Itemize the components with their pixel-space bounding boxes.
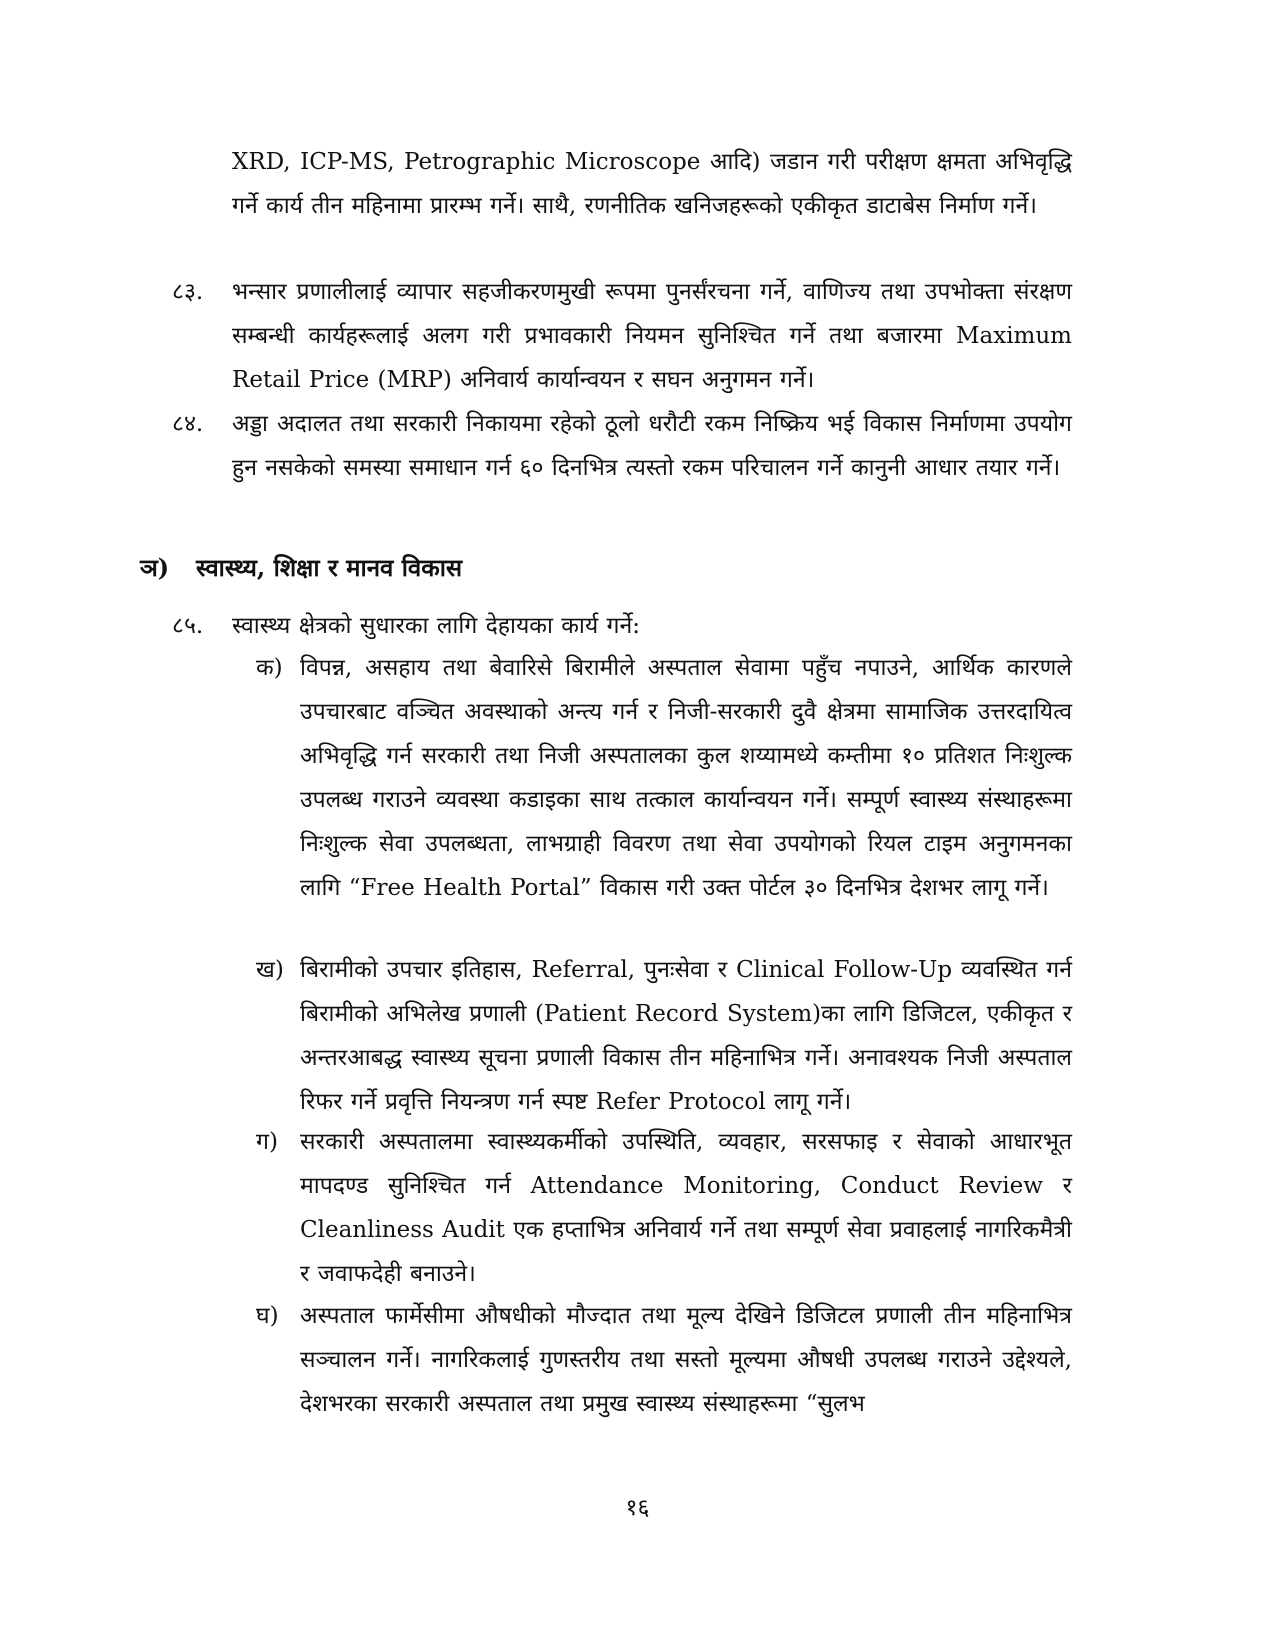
item-83-number: ८३. [172,279,204,305]
subitem-ga-letter: ग) [256,1129,278,1155]
subitem-ka-text: विपन्न, असहाय तथा बेवारिसे बिरामीले अस्पताल सेवामा पहुँच नपाउने, आर्थिक कारणले उपचारबाट वञ्चित अवस्थाको अन्त्य गर्न र निजी-सरकारी दुवै क्षेत्रमा सामाजिक उत्तरदायित्व अभिवृद्धि गर्न सरकारी तथा निजी अस्पतालका कुल शय्यामध्ये कम्तीमा १० प्रतिशत निःशुल्क उपलब्ध गराउने व्यवस्था कडाइका साथ तत्काल कार्यान्वयन गर्ने। सम्पूर्ण स्वास्थ्य संस्थाहरूमा निःशुल्क सेवा उपलब्धता, लाभग्राही विवरण तथा सेवा उपयोगको रियल टाइम अनुगमनका लागि “Free Health Portal” विकास गरी उक्त पोर्टल ३० दिनभित्र देशभर लागू गर्ने। [300,655,1072,901]
item-83-text: भन्सार प्रणालीलाई व्यापार सहजीकरणमुखी रूपमा पुनर्संरचना गर्ने, वाणिज्य तथा उपभोक्ता संरक्षण सम्बन्धी कार्यहरूलाई अलग गरी प्रभावकारी नियमन सुनिश्चित गर्ने तथा बजारमा Maximum Retail Price (MRP) अनिवार्य कार्यान्वयन र सघन अनुगमन गर्ने। [232,279,1072,393]
subitem-ga-text: सरकारी अस्पतालमा स्वास्थ्यकर्मीको उपस्थिति, व्यवहार, सरसफाइ र सेवाको आधारभूत मापदण्ड सुनिश्चित गर्न Attendance Monitoring, Conduct Review र Cleanliness Audit एक हप्ताभित्र अनिवार्य गर्ने तथा सम्पूर्ण सेवा प्रवाहलाई नागरिकमैत्री र जवाफदेही बनाउने। [300,1129,1072,1287]
continuation-paragraph: XRD, ICP-MS, Petrographic Microscope आदि) जडान गरी परीक्षण क्षमता अभिवृद्धि गर्ने कार्य तीन महिनामा प्रारम्भ गर्ने। साथै, रणनीतिक खनिजहरूको एकीकृत डाटाबेस निर्माण गर्ने। [232,149,1072,219]
item-84-number: ८४. [172,411,204,437]
item-85-number: ८५. [172,613,204,639]
subitem-ka-letter: क) [256,655,283,681]
item-84-text: अड्डा अदालत तथा सरकारी निकायमा रहेको ठूलो धरौटी रकम निष्क्रिय भई विकास निर्माणमा उपयोग हुन नसकेको समस्या समाधान गर्न ६० दिनभित्र त्यस्तो रकम परिचालन गर्ने कानुनी आधार तयार गर्ने। [232,411,1072,481]
section-letter: ञ) [140,553,170,582]
subitem-gha-text: अस्पताल फार्मेसीमा औषधीको मौज्दात तथा मूल्य देखिने डिजिटल प्रणाली तीन महिनाभित्र सञ्चालन गर्ने। नागरिकलाई गुणस्तरीय तथा सस्तो मूल्यमा औषधी उपलब्ध गराउने उद्देश्यले, देशभरका सरकारी अस्पताल तथा प्रमुख स्वास्थ्य संस्थाहरूमा “सुलभ [300,1303,1072,1417]
subitem-kha-letter: ख) [256,957,284,983]
page-number: १६ [625,1495,650,1521]
section-title: स्वास्थ्य, शिक्षा र मानव विकास [196,553,463,582]
subitem-kha-text: बिरामीको उपचार इतिहास, Referral, पुनःसेवा र Clinical Follow-Up व्यवस्थित गर्न बिरामीको अभिलेख प्रणाली (Patient Record System)का लागि डिजिटल, एकीकृत र अन्तरआबद्ध स्वास्थ्य सूचना प्रणाली विकास तीन महिनाभित्र गर्ने। अनावश्यक निजी अस्पताल रिफर गर्ने प्रवृत्ति नियन्त्रण गर्न स्पष्ट Refer Protocol लागू गर्ने। [300,957,1072,1115]
subitem-gha-letter: घ) [256,1303,279,1329]
item-85-text: स्वास्थ्य क्षेत्रको सुधारका लागि देहायका कार्य गर्ने: [232,613,640,639]
